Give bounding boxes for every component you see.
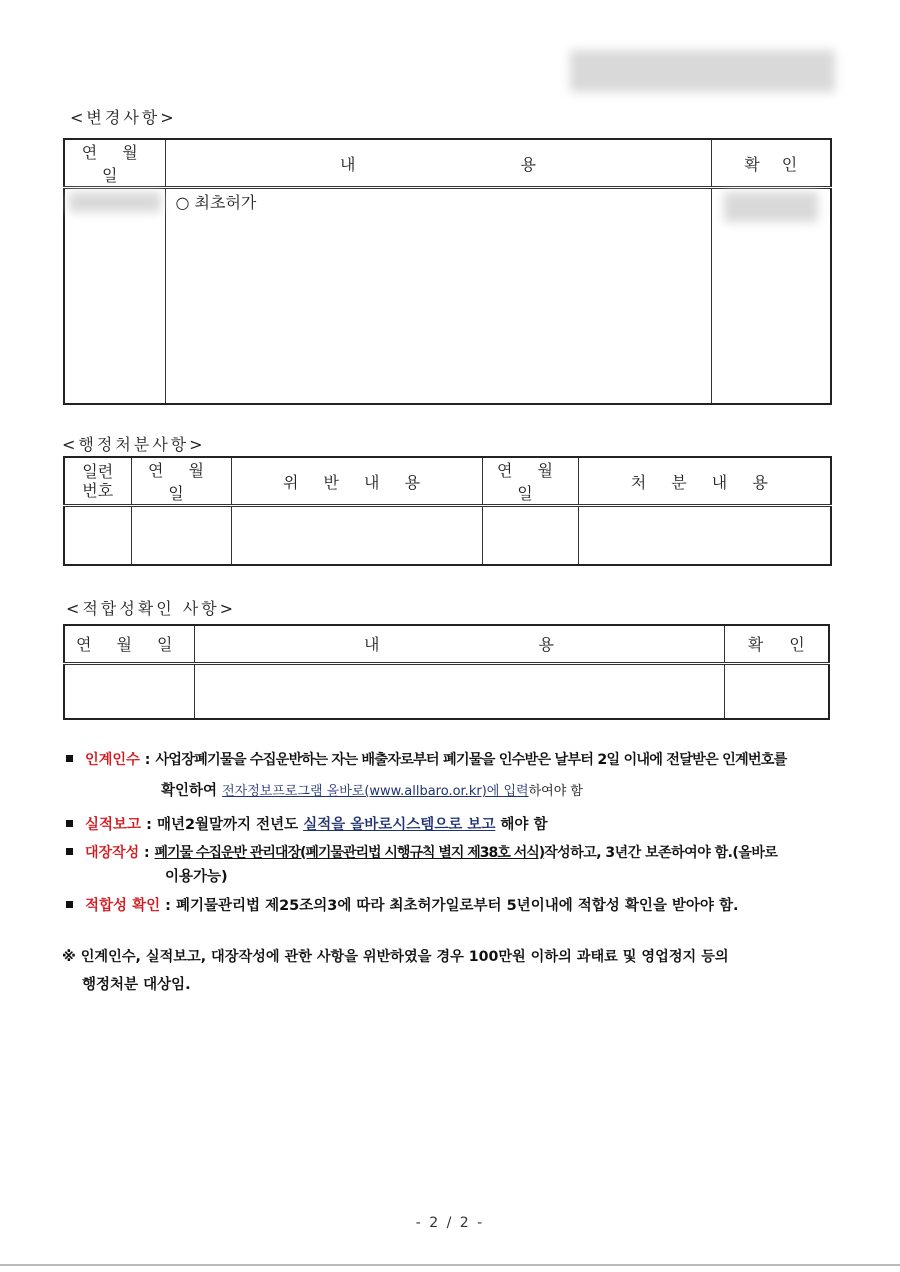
change-header-confirm: 확 인: [711, 139, 831, 188]
redacted-confirm: [724, 192, 818, 222]
admin-header-date2: 연 월 일: [482, 457, 578, 506]
redacted-date: [69, 192, 161, 212]
conformity-cell: [724, 663, 829, 719]
conformity-header-content: 내 용: [194, 625, 724, 663]
warning-line-2: 행정처분 대상임.: [82, 977, 191, 993]
note-report: 실적보고 : 매년2월말까지 전년도 실적을 올바로시스템으로 보고 해야 함: [66, 815, 548, 835]
conformity-header-confirm: 확 인: [724, 625, 829, 663]
conformity-header-date: 연 월 일: [64, 625, 194, 663]
note-conformity: 적합성 확인 : 폐기물관리법 제25조의3에 따라 최초허가일로부터 5년이내에 적합성 확인을 받아야 함.: [66, 896, 739, 916]
change-row-content: ○ 최초허가: [165, 188, 711, 404]
bullet-icon: [66, 848, 73, 855]
page-number: - 2 / 2 -: [415, 1215, 485, 1231]
note-ledger: 대장작성 : 폐기물 수집운반 관리대장(폐기물관리법 시행규칙 별지 제38호 서식)작성하고, 3년간 보존하여야 함.(올바로: [66, 843, 777, 863]
change-row-date: [64, 188, 165, 404]
bullet-icon: [66, 901, 73, 908]
note-transfer-text: 사업장폐기물을 수집운반하는 자는 배출자로부터 폐기물을 인수받은 날부터 2일 이내에 전달받은 인계번호를: [155, 752, 787, 768]
allbaro-link[interactable]: 전자정보프로그램 올바로(www.allbaro.or.kr)에 입력: [222, 784, 529, 799]
note-transfer-label: 인계인수: [85, 752, 140, 768]
admin-header-disposition: 처 분 내 용: [578, 457, 831, 506]
admin-cell: [64, 506, 131, 565]
admin-cell: [131, 506, 231, 565]
change-section-title: <변경사항>: [70, 108, 177, 127]
note-report-highlight: 실적을 올바로시스템으로 보고: [303, 817, 496, 833]
admin-header-date1: 연 월 일: [131, 457, 231, 506]
admin-cell: [231, 506, 482, 565]
change-row-confirm: [711, 188, 831, 404]
redacted-header: [570, 50, 835, 92]
note-conformity-label: 적합성 확인: [85, 898, 161, 914]
note-ledger-label: 대장작성: [85, 845, 140, 861]
admin-section-title: <행정처분사항>: [62, 435, 206, 454]
change-header-content: 내 용: [165, 139, 711, 188]
change-table: [63, 138, 832, 405]
conformity-section-title: <적합성확인 사항>: [66, 599, 237, 618]
admin-cell: [482, 506, 578, 565]
admin-header-violation: 위 반 내 용: [231, 457, 482, 506]
note-report-label: 실적보고: [85, 817, 142, 833]
scan-edge: [0, 1264, 900, 1266]
note-transfer-line2: 확인하여 전자정보프로그램 올바로(www.allbaro.or.kr)에 입력하여야 함: [161, 783, 583, 799]
admin-cell: [578, 506, 831, 565]
conformity-table: [63, 624, 830, 720]
bullet-icon: [66, 755, 73, 762]
warning-line-1: ※ 인계인수, 실적보고, 대장작성에 관한 사항을 위반하였을 경우 100만원 이하의 과태료 및 영업정지 등의: [62, 949, 729, 965]
change-header-date: 연 월 일: [64, 139, 165, 188]
admin-header-serial: 일련 번호: [64, 457, 131, 506]
note-ledger-underlined: 폐기물 수집운반 관리대장(폐기물관리법 시행규칙 별지 제38호 서식): [154, 845, 545, 861]
note-ledger-line2: 이용가능): [165, 869, 228, 885]
admin-table: [63, 456, 832, 566]
bullet-icon: [66, 820, 73, 827]
note-transfer: 인계인수 : 사업장폐기물을 수집운반하는 자는 배출자로부터 폐기물을 인수받은 날부터 2일 이내에 전달받은 인계번호를: [66, 750, 787, 770]
conformity-cell: [64, 663, 194, 719]
conformity-cell: [194, 663, 724, 719]
